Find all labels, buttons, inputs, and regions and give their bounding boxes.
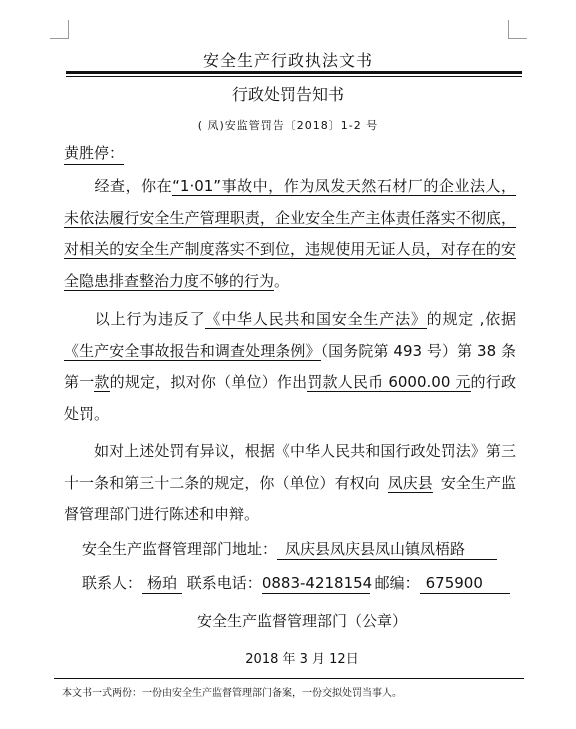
phone-label: 联系电话：	[186, 574, 262, 592]
violation-text-5: 的行政 处罚。	[64, 373, 516, 423]
page-corner-mark-right	[508, 20, 527, 39]
issuing-agency-seal: 安全生产监督管理部门（公章）	[196, 612, 407, 630]
contact-person-label: 联系人：	[82, 574, 143, 592]
objection-county: 凤庆县	[387, 473, 433, 492]
title-rule-thick	[66, 71, 522, 74]
basis-regulation: 《生产安全事故报告和调查处理条例》	[64, 341, 321, 360]
violation-text-1: 以上行为违反了	[94, 310, 206, 328]
contact-row	[82, 572, 510, 594]
penalty-amount: 罚款人民币 6000.00 元	[307, 373, 471, 391]
paragraph-objection	[64, 436, 516, 531]
address-value: 凤庆县凤庆县凤山镇凤梧路	[277, 539, 497, 560]
agency-address-row	[82, 538, 497, 560]
violation-clause: 款	[94, 373, 110, 391]
paragraph-findings	[64, 171, 516, 297]
findings-end: 。	[274, 271, 290, 290]
paragraph-violation	[64, 304, 516, 430]
violation-text-4: 的规定，拟对你（单位）作出	[109, 373, 308, 391]
document-number: ( 凤)安监管罚告〔2018〕1-2 号	[197, 119, 379, 132]
title-rule-thin	[66, 76, 522, 77]
findings-underlined: “1·01”事故中，作为凤发天然石材厂的企业法人，未依法履行安全生产管理职责，企业安全生产主体责任落实不彻底，对相关的安全生产制度落实不到位，违规使用无证人员，对存在的安全隐患排查整治力度不够的行为	[64, 177, 516, 290]
violated-law: 《中华人民共和国安全生产法》	[205, 310, 427, 328]
document-title: 安全生产行政执法文书	[202, 51, 373, 70]
objection-text-1: 如对上述处罚有异议，根据《中华人民共和国行政处罚法》第三十一条和第三十二条的规定，你（单位）有权向	[64, 442, 516, 492]
phone-value: 0883-4218154	[261, 574, 373, 592]
recipient-name: 黄胜停：	[64, 142, 124, 165]
footnote: 本文书一式两份：一份由安全生产监督管理部门备案，一份交拟处罚当事人。	[62, 688, 402, 699]
page-corner-mark-left	[50, 20, 69, 39]
document-subtitle: 行政处罚告知书	[231, 85, 344, 104]
zip-value: 675900	[420, 573, 510, 594]
violation-text-3: （国务院第 493 号）第 38 条第一	[64, 341, 516, 391]
findings-lead: 经查，你在	[94, 177, 173, 195]
violation-text-2: 的规定 ,依据	[426, 310, 516, 328]
issue-date: 2018 年 3 月 12日	[245, 652, 359, 667]
contact-person-value: 杨珀	[142, 573, 182, 594]
footnote-rule	[54, 678, 524, 679]
address-label: 安全生产监督管理部门地址：	[82, 540, 278, 558]
objection-text-2: 安全生产监督管理部门进行陈述和申辩。	[64, 473, 516, 523]
zip-label: 邮编：	[374, 574, 420, 592]
